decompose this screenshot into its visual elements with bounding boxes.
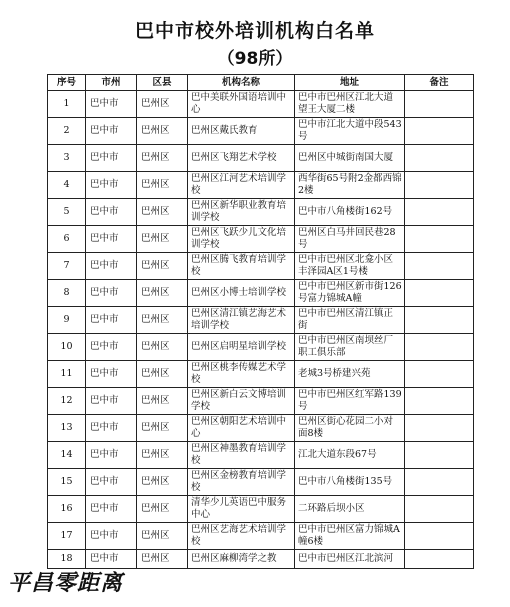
cell-no: 17 [48, 523, 86, 550]
cell-remark [405, 91, 474, 118]
cell-no: 12 [48, 388, 86, 415]
cell-remark [405, 523, 474, 550]
cell-remark [405, 226, 474, 253]
cell-district: 巴州区 [137, 361, 188, 388]
table-row [48, 415, 474, 442]
cell-city: 巴中市 [86, 469, 137, 496]
table-row [48, 199, 474, 226]
table-row [48, 442, 474, 469]
cell-address: 老城3号桥建兴苑 [295, 361, 405, 388]
cell-institution-name: 巴州区金榜教育培训学校 [188, 469, 295, 496]
cell-no: 11 [48, 361, 86, 388]
cell-institution-name: 巴州区神墨教育培训学校 [188, 442, 295, 469]
cell-district: 巴州区 [137, 280, 188, 307]
cell-city: 巴中市 [86, 199, 137, 226]
cell-address: 巴州区白马井回民巷28号 [295, 226, 405, 253]
cell-remark [405, 550, 474, 569]
table-row [48, 91, 474, 118]
cell-district: 巴州区 [137, 145, 188, 172]
cell-institution-name: 巴州区朝阳艺术培训中心 [188, 415, 295, 442]
header-district: 区县 [137, 75, 188, 91]
cell-institution-name: 巴中美联外国语培训中心 [188, 91, 295, 118]
cell-district: 巴州区 [137, 91, 188, 118]
cell-institution-name: 巴州区桃李传媒艺术学校 [188, 361, 295, 388]
table-row [48, 145, 474, 172]
cell-no: 8 [48, 280, 86, 307]
cell-no: 15 [48, 469, 86, 496]
cell-no: 5 [48, 199, 86, 226]
cell-district: 巴州区 [137, 469, 188, 496]
cell-remark [405, 172, 474, 199]
cell-remark [405, 280, 474, 307]
cell-no: 7 [48, 253, 86, 280]
cell-remark [405, 388, 474, 415]
cell-remark [405, 442, 474, 469]
cell-address: 江北大道东段67号 [295, 442, 405, 469]
cell-address: 巴中市巴州区富力锦城A幢6楼 [295, 523, 405, 550]
cell-city: 巴中市 [86, 172, 137, 199]
cell-district: 巴州区 [137, 334, 188, 361]
cell-district: 巴州区 [137, 388, 188, 415]
cell-district: 巴州区 [137, 496, 188, 523]
cell-district: 巴州区 [137, 523, 188, 550]
cell-remark [405, 469, 474, 496]
document-subtitle: （98所） [217, 49, 293, 69]
table-row [48, 334, 474, 361]
cell-no: 3 [48, 145, 86, 172]
cell-district: 巴州区 [137, 415, 188, 442]
table-row [48, 388, 474, 415]
cell-institution-name: 巴州区启明星培训学校 [188, 334, 295, 361]
table-row [48, 172, 474, 199]
cell-institution-name: 巴州区艺海艺术培训学校 [188, 523, 295, 550]
cell-no: 13 [48, 415, 86, 442]
cell-district: 巴州区 [137, 226, 188, 253]
cell-district: 巴州区 [137, 172, 188, 199]
cell-address: 巴中市八角楼街135号 [295, 469, 405, 496]
cell-no: 4 [48, 172, 86, 199]
cell-city: 巴中市 [86, 496, 137, 523]
cell-institution-name: 清华少儿英语巴中服务中心 [188, 496, 295, 523]
cell-district: 巴州区 [137, 118, 188, 145]
table-row [48, 253, 474, 280]
cell-remark [405, 307, 474, 334]
cell-city: 巴中市 [86, 415, 137, 442]
cell-district: 巴州区 [137, 550, 188, 569]
cell-no: 9 [48, 307, 86, 334]
cell-city: 巴中市 [86, 361, 137, 388]
cell-remark [405, 145, 474, 172]
header-remark: 备注 [405, 75, 474, 91]
cell-no: 10 [48, 334, 86, 361]
cell-institution-name: 巴州区清江镇艺海艺术培训学校 [188, 307, 295, 334]
cell-address: 巴中市巴州区江北滨河 [295, 550, 405, 569]
cell-district: 巴州区 [137, 253, 188, 280]
cell-address: 巴州区街心花园二小对面8楼 [295, 415, 405, 442]
cell-institution-name: 巴州区小博士培训学校 [188, 280, 295, 307]
table-row [48, 307, 474, 334]
cell-city: 巴中市 [86, 334, 137, 361]
cell-no: 2 [48, 118, 86, 145]
cell-institution-name: 巴州区飞跃少儿文化培训学校 [188, 226, 295, 253]
cell-city: 巴中市 [86, 442, 137, 469]
table-body [48, 91, 474, 569]
cell-city: 巴中市 [86, 280, 137, 307]
cell-city: 巴中市 [86, 145, 137, 172]
cell-institution-name: 巴州区新华职业教育培训学校 [188, 199, 295, 226]
cell-no: 1 [48, 91, 86, 118]
whitelist-table [47, 74, 474, 569]
cell-city: 巴中市 [86, 226, 137, 253]
cell-city: 巴中市 [86, 388, 137, 415]
watermark-text: 平昌零距离 [8, 571, 124, 596]
cell-remark [405, 199, 474, 226]
cell-institution-name: 巴州区飞翔艺术学校 [188, 145, 295, 172]
table-row [48, 118, 474, 145]
cell-remark [405, 253, 474, 280]
table-row [48, 280, 474, 307]
cell-remark [405, 415, 474, 442]
cell-remark [405, 118, 474, 145]
cell-district: 巴州区 [137, 442, 188, 469]
cell-no: 14 [48, 442, 86, 469]
cell-address: 巴州区中城街南国大厦 [295, 145, 405, 172]
table-row [48, 496, 474, 523]
cell-no: 16 [48, 496, 86, 523]
table-row [48, 469, 474, 496]
cell-remark [405, 334, 474, 361]
table-row [48, 361, 474, 388]
cell-city: 巴中市 [86, 253, 137, 280]
cell-city: 巴中市 [86, 307, 137, 334]
header-name: 机构名称 [188, 75, 295, 91]
header-no: 序号 [48, 75, 86, 91]
cell-no: 6 [48, 226, 86, 253]
table-row [48, 226, 474, 253]
cell-no: 18 [48, 550, 86, 569]
cell-city: 巴中市 [86, 523, 137, 550]
cell-address: 巴中市巴州区南坝丝厂职工俱乐部 [295, 334, 405, 361]
cell-address: 巴中市巴州区江北大道望王大厦二楼 [295, 91, 405, 118]
table-row [48, 523, 474, 550]
table-header-row [48, 75, 474, 91]
cell-address: 巴中市江北大道中段543号 [295, 118, 405, 145]
cell-city: 巴中市 [86, 118, 137, 145]
cell-address: 西华街65号附2金都西锦2楼 [295, 172, 405, 199]
cell-district: 巴州区 [137, 307, 188, 334]
cell-address: 巴中市巴州区新市街126号富力锦城A幢 [295, 280, 405, 307]
cell-institution-name: 巴州区麻柳湾学之教 [188, 550, 295, 569]
cell-institution-name: 巴州区江河艺术培训学校 [188, 172, 295, 199]
document-title: 巴中市校外培训机构白名单 [134, 20, 375, 42]
cell-address: 巴中市巴州区北龛小区丰泽园A区1号楼 [295, 253, 405, 280]
cell-address: 巴中市八角楼街162号 [295, 199, 405, 226]
cell-institution-name: 巴州区戴氏教育 [188, 118, 295, 145]
cell-institution-name: 巴州区新白云文博培训学校 [188, 388, 295, 415]
cell-institution-name: 巴州区腾飞教育培训学校 [188, 253, 295, 280]
cell-city: 巴中市 [86, 550, 137, 569]
cell-remark [405, 496, 474, 523]
header-address: 地址 [295, 75, 405, 91]
cell-address: 巴中市巴州区红军路139号 [295, 388, 405, 415]
cell-city: 巴中市 [86, 91, 137, 118]
cell-district: 巴州区 [137, 199, 188, 226]
cell-address: 巴中市巴州区清江镇正街 [295, 307, 405, 334]
cell-address: 二环路后坝小区 [295, 496, 405, 523]
header-city: 市州 [86, 75, 137, 91]
cell-remark [405, 361, 474, 388]
